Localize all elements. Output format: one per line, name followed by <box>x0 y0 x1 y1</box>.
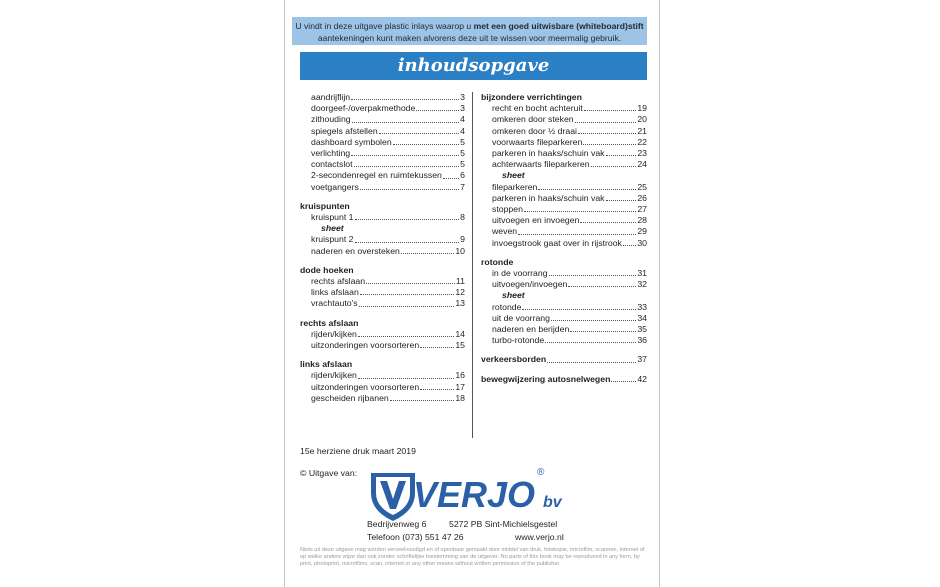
toc-section-bijzondere <box>481 92 647 249</box>
toc-entry-label: in de voorrang <box>492 268 548 279</box>
toc-entry-label: verlichting <box>311 148 351 159</box>
toc-entry <box>300 298 465 309</box>
toc-entry-page: 13 <box>455 298 465 309</box>
toc-entry-page: 31 <box>637 268 647 279</box>
toc-entry-page: 33 <box>637 301 647 312</box>
toc-entry-label: rechts afslaan <box>311 276 366 287</box>
toc-entry <box>300 370 465 381</box>
address-street: Bedrijvenweg 6 <box>367 519 427 529</box>
toc-entry <box>300 276 465 287</box>
toc-entry-page: 5 <box>460 159 465 170</box>
toc-entry <box>300 234 465 245</box>
toc-entry-label: recht en bocht achteruit <box>492 103 583 114</box>
toc-section-dode-hoeken <box>300 265 465 310</box>
toc-right-column <box>481 92 647 393</box>
toc-entry <box>300 103 465 114</box>
toc-entry <box>300 137 465 148</box>
toc-entry-page: 35 <box>637 324 647 335</box>
toc-entry-page: 34 <box>637 312 647 323</box>
toc-entry-label: gescheiden rijbanen <box>311 392 389 403</box>
toc-entry <box>481 279 647 290</box>
toc-entry-label: uitvoegen/invoegen <box>492 279 568 290</box>
toc-entry-label: rotonde <box>492 301 522 312</box>
section-title: rotonde <box>481 256 514 267</box>
toc-entry-page: 27 <box>637 204 647 215</box>
toc-entry-page: 21 <box>637 125 647 136</box>
toc-entry <box>300 287 465 298</box>
toc-entry-page: 7 <box>460 181 465 192</box>
toc-entry-page: 19 <box>637 103 647 114</box>
leader-dots <box>549 268 637 276</box>
toc-entry-page: 16 <box>455 370 465 381</box>
toc-section-rotonde <box>481 257 647 347</box>
toc-entry <box>300 212 465 223</box>
toc-entry <box>481 148 647 159</box>
section-title: bijzondere verrichtingen <box>481 92 582 102</box>
toc-entry-label: spiegels afstellen <box>311 125 378 136</box>
leader-dots <box>352 114 460 122</box>
leader-dots <box>358 329 454 337</box>
toc-entry-page: 24 <box>637 159 647 170</box>
leader-dots <box>522 302 636 310</box>
toc-entry <box>300 382 465 393</box>
leader-dots <box>568 279 636 287</box>
toc-entry-page: 3 <box>460 92 465 102</box>
toc-left-column <box>300 92 465 412</box>
toc-entry <box>300 223 465 234</box>
leader-dots <box>591 159 637 167</box>
leader-dots <box>570 324 636 332</box>
registered-mark: ® <box>537 467 545 478</box>
toc-entry-label: achterwaarts fileparkeren <box>492 159 590 170</box>
toc-entry <box>300 170 465 181</box>
toc-entry-label: bewegwijzering autosnelwegen <box>481 373 611 384</box>
toc-entry-label: uit de voorrang <box>492 312 550 323</box>
address-city: 5272 PB Sint-Michielsgestel <box>449 519 558 529</box>
toc-section-verkeersborden <box>481 354 647 365</box>
toc-entry <box>300 340 465 351</box>
leader-dots <box>360 182 459 190</box>
leader-dots <box>420 340 454 348</box>
toc-entry-page: 4 <box>460 125 465 136</box>
toc-entry-label: rijden/kijken <box>311 328 357 339</box>
toc-entry-page: 5 <box>460 148 465 159</box>
leader-dots <box>359 298 455 306</box>
page-title: inhoudsopgave <box>300 52 647 80</box>
toc-entry-label: parkeren in haaks/schuin vak <box>492 148 605 159</box>
toc-entry-label: voetgangers <box>311 181 359 192</box>
toc-section-links-afslaan <box>300 359 465 404</box>
toc-entry <box>300 329 465 340</box>
toc-entry-page: 3 <box>460 103 465 114</box>
toc-entry <box>481 302 647 313</box>
toc-entry-page: 11 <box>455 276 465 287</box>
leader-dots <box>606 193 637 201</box>
toc-entry-page: 23 <box>637 148 647 159</box>
leader-dots <box>420 382 454 390</box>
leader-dots <box>443 170 459 178</box>
toc-entry <box>481 193 647 204</box>
toc-entry <box>481 335 647 346</box>
toc-section-bewegwijzering <box>481 374 647 385</box>
address-phone: Telefoon (073) 551 47 26 <box>367 532 464 542</box>
toc-entry <box>481 354 647 365</box>
toc-entry-page: 18 <box>455 392 465 403</box>
toc-entry <box>481 268 647 279</box>
leader-dots <box>518 226 636 234</box>
toc-entry-page: 37 <box>637 354 647 365</box>
leader-dots <box>583 137 636 145</box>
toc-entry <box>300 92 465 103</box>
leader-dots <box>623 238 636 246</box>
toc-entry <box>481 170 647 181</box>
leader-dots <box>584 103 637 111</box>
toc-entry <box>481 238 647 249</box>
leader-dots <box>358 370 454 378</box>
toc-entry <box>481 103 647 114</box>
toc-entry-label: kruispunt 2 <box>311 234 354 245</box>
leader-dots <box>355 212 460 220</box>
toc-entry-label: kruispunt 1 <box>311 212 354 223</box>
shield-icon <box>371 473 415 521</box>
toc-entry <box>481 374 647 385</box>
toc-entry-label: sheet <box>502 170 525 181</box>
notice-bold-text: met een goed uitwisbare (whiteboard)stift <box>473 21 644 31</box>
toc-entry <box>481 226 647 237</box>
inlay-notice <box>292 17 647 45</box>
toc-entry <box>481 313 647 324</box>
toc-entry-label: uitzonderingen voorsorteren <box>311 381 420 392</box>
toc-entry-label: 2-secondenregel en ruimtekussen <box>311 170 442 181</box>
toc-entry-label: stoppen <box>492 204 523 215</box>
leader-dots <box>393 137 460 145</box>
leader-dots <box>524 204 636 212</box>
leader-dots <box>401 246 454 254</box>
toc-entry-page: 4 <box>460 114 465 125</box>
toc-entry <box>481 114 647 125</box>
toc-entry <box>300 159 465 170</box>
leader-dots <box>606 148 637 156</box>
toc-section-rechts-afslaan <box>300 318 465 352</box>
copyright-fine-print: Niets uit deze uitgave mag worden verveelvoudigd en of openbaar gemaakt door middel van druk, fotokopie, microfilm, scannen, internet of op welke andere wijze dan ook zonder schriftelijke toestemming van de uitgever. No parts of this book may be reproduced in any form, by print, photoprint, microfilms, scan, internet or any other means without written permission of the publisher. <box>300 547 645 567</box>
toc-entry-page: 22 <box>637 136 647 147</box>
toc-entry-page: 28 <box>637 215 647 226</box>
section-title: kruispunten <box>300 200 350 211</box>
leader-dots <box>575 114 637 122</box>
toc-entry-label: contactslot <box>311 159 353 170</box>
toc-entry-label: weven <box>492 226 518 237</box>
toc-entry-label: links afslaan <box>311 287 359 298</box>
toc-entry-page: 9 <box>460 234 465 245</box>
toc-entry-page: 17 <box>455 381 465 392</box>
section-title: links afslaan <box>300 359 353 370</box>
toc-entry-label: omkeren door ½ draai <box>492 125 577 136</box>
toc-entry-label: vrachtauto's <box>311 298 358 309</box>
leader-dots <box>390 393 455 401</box>
section-title: dode hoeken <box>300 264 354 275</box>
toc-entry-page: 30 <box>637 237 647 248</box>
toc-entry-label: invoegstrook gaat over in rijstrook <box>492 237 622 248</box>
logo-name: VERJO <box>413 474 536 515</box>
toc-entry <box>481 324 647 335</box>
toc-entry-page: 36 <box>637 335 647 346</box>
leader-dots <box>379 126 460 134</box>
toc-entry-label: uitvoegen en invoegen <box>492 215 580 226</box>
leader-dots <box>545 335 636 343</box>
toc-entry-page: 6 <box>460 170 465 181</box>
toc-entry-label: voorwaarts fileparkeren <box>492 136 583 147</box>
toc-entry-label: rijden/kijken <box>311 370 357 381</box>
toc-entry <box>300 148 465 159</box>
toc-entry-label: naderen en oversteken <box>311 245 400 256</box>
toc-entry <box>481 290 647 301</box>
address-web: www.verjo.nl <box>515 532 564 542</box>
toc-entry-page: 42 <box>637 373 647 384</box>
leader-dots <box>580 215 636 223</box>
toc-entry <box>481 215 647 226</box>
toc-entry-page: 15 <box>455 340 465 351</box>
toc-entry-page: 29 <box>637 226 647 237</box>
leader-dots <box>360 287 455 295</box>
toc-entry-page: 32 <box>637 279 647 290</box>
leader-dots <box>351 148 459 156</box>
toc-entry-label: fileparkeren <box>492 181 538 192</box>
toc-entry <box>481 204 647 215</box>
toc-entry-page: 14 <box>455 328 465 339</box>
toc-entry-label: sheet <box>321 223 344 234</box>
leader-dots <box>538 182 636 190</box>
leader-dots <box>551 313 636 321</box>
section-title: rechts afslaan <box>300 317 359 328</box>
publisher-address <box>367 518 564 544</box>
toc-entry-label: verkeersborden <box>481 354 547 365</box>
leader-dots <box>416 103 459 111</box>
toc-entry-label: doorgeef-/overpakmethode <box>311 103 416 114</box>
toc-entry <box>300 126 465 137</box>
verjo-logo <box>367 463 577 523</box>
toc-entry <box>300 114 465 125</box>
notice-text-2: aantekeningen kunt maken alvorens deze uit te wissen voor meermalig gebruik. <box>317 33 622 43</box>
toc-entry-page: 12 <box>455 287 465 298</box>
toc-entry <box>481 182 647 193</box>
toc-entry <box>481 137 647 148</box>
leader-dots <box>547 354 636 362</box>
toc-entry-page: 10 <box>455 245 465 256</box>
toc-entry-page: 20 <box>637 114 647 125</box>
toc-entry <box>481 159 647 170</box>
leader-dots <box>354 159 460 167</box>
leader-dots <box>355 234 460 242</box>
leader-dots <box>611 374 636 382</box>
edition-text: 15e herziene druk maart 2019 <box>300 446 416 456</box>
toc-entry-label: dashboard symbolen <box>311 136 392 147</box>
toc-section-kruispunten <box>300 201 465 257</box>
toc-entry <box>481 126 647 137</box>
column-divider <box>472 92 473 438</box>
leader-dots <box>366 276 455 284</box>
toc-entry-label: aandrijflijn <box>311 92 351 102</box>
leader-dots <box>351 92 459 100</box>
toc-entry-page: 25 <box>637 181 647 192</box>
toc-entry <box>300 246 465 257</box>
logo-suffix: bv <box>543 494 562 511</box>
toc-entry <box>300 182 465 193</box>
toc-entry-label: zithouding <box>311 114 351 125</box>
toc-entry-label: uitzonderingen voorsorteren <box>311 340 420 351</box>
toc-entry-page: 26 <box>637 192 647 203</box>
publisher-label: © Uitgave van: <box>300 468 358 478</box>
toc-entry-label: parkeren in haaks/schuin vak <box>492 192 605 203</box>
toc-entry <box>300 393 465 404</box>
notice-text-1: U vindt in deze uitgave plastic inlays waarop u <box>295 21 474 31</box>
toc-section-intro <box>300 92 465 193</box>
toc-entry-label: sheet <box>502 290 525 301</box>
toc-entry-label: turbo-rotonde <box>492 335 545 346</box>
toc-entry-label: omkeren door steken <box>492 114 574 125</box>
leader-dots <box>578 126 636 134</box>
toc-entry-page: 8 <box>460 212 465 223</box>
toc-entry-page: 5 <box>460 136 465 147</box>
toc-entry-label: naderen en berijden <box>492 324 570 335</box>
